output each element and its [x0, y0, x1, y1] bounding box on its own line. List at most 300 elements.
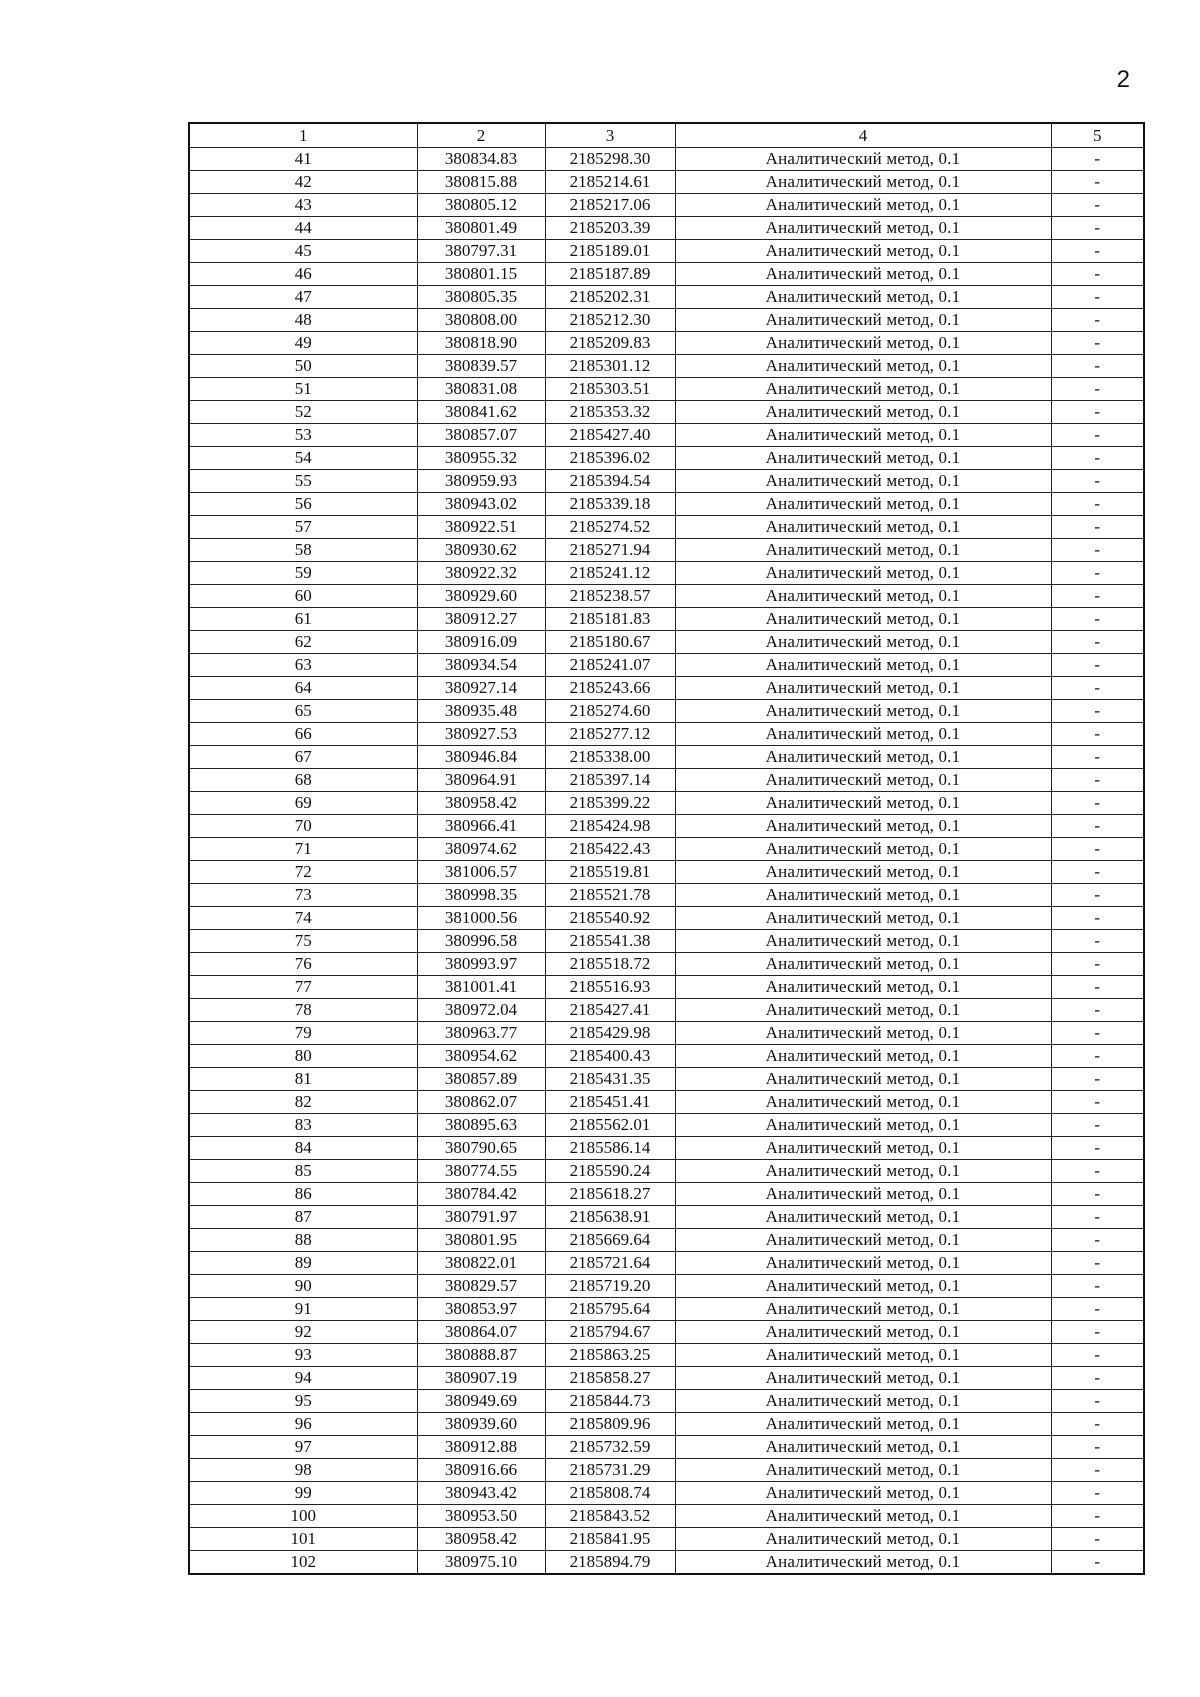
method-cell: Аналитический метод, 0.1 [675, 1321, 1051, 1344]
method-cell: Аналитический метод, 0.1 [675, 401, 1051, 424]
method-cell: Аналитический метод, 0.1 [675, 1298, 1051, 1321]
method-cell: Аналитический метод, 0.1 [675, 1459, 1051, 1482]
note-cell: - [1051, 838, 1144, 861]
x-coordinate-cell: 380864.07 [417, 1321, 545, 1344]
x-coordinate-cell: 380831.08 [417, 378, 545, 401]
table-row [189, 1137, 1144, 1160]
table-row [189, 1321, 1144, 1344]
note-cell: - [1051, 424, 1144, 447]
note-cell: - [1051, 723, 1144, 746]
y-coordinate-cell: 2185518.72 [545, 953, 675, 976]
note-cell: - [1051, 631, 1144, 654]
point-number-cell: 53 [189, 424, 417, 447]
point-number-cell: 98 [189, 1459, 417, 1482]
point-number-cell: 52 [189, 401, 417, 424]
method-cell: Аналитический метод, 0.1 [675, 1390, 1051, 1413]
x-coordinate-cell: 380949.69 [417, 1390, 545, 1413]
x-coordinate-cell: 380929.60 [417, 585, 545, 608]
table-row [189, 1459, 1144, 1482]
point-number-cell: 92 [189, 1321, 417, 1344]
note-cell: - [1051, 884, 1144, 907]
point-number-cell: 58 [189, 539, 417, 562]
x-coordinate-cell: 380888.87 [417, 1344, 545, 1367]
method-cell: Аналитический метод, 0.1 [675, 608, 1051, 631]
x-coordinate-cell: 380993.97 [417, 953, 545, 976]
x-coordinate-cell: 380916.66 [417, 1459, 545, 1482]
x-coordinate-cell: 380975.10 [417, 1551, 545, 1575]
note-cell: - [1051, 1505, 1144, 1528]
point-number-cell: 50 [189, 355, 417, 378]
point-number-cell: 57 [189, 516, 417, 539]
method-cell: Аналитический метод, 0.1 [675, 1252, 1051, 1275]
method-cell: Аналитический метод, 0.1 [675, 953, 1051, 976]
method-cell: Аналитический метод, 0.1 [675, 631, 1051, 654]
y-coordinate-cell: 2185809.96 [545, 1413, 675, 1436]
method-cell: Аналитический метод, 0.1 [675, 884, 1051, 907]
note-cell: - [1051, 1390, 1144, 1413]
method-cell: Аналитический метод, 0.1 [675, 1160, 1051, 1183]
note-cell: - [1051, 286, 1144, 309]
table-row [189, 654, 1144, 677]
method-cell: Аналитический метод, 0.1 [675, 194, 1051, 217]
method-cell: Аналитический метод, 0.1 [675, 1229, 1051, 1252]
note-cell: - [1051, 907, 1144, 930]
y-coordinate-cell: 2185214.61 [545, 171, 675, 194]
note-cell: - [1051, 1252, 1144, 1275]
coordinates-table-container [188, 122, 1143, 1575]
y-coordinate-cell: 2185429.98 [545, 1022, 675, 1045]
point-number-cell: 83 [189, 1114, 417, 1137]
y-coordinate-cell: 2185519.81 [545, 861, 675, 884]
note-cell: - [1051, 516, 1144, 539]
x-coordinate-cell: 380946.84 [417, 746, 545, 769]
point-number-cell: 55 [189, 470, 417, 493]
x-coordinate-cell: 380964.91 [417, 769, 545, 792]
method-cell: Аналитический метод, 0.1 [675, 1114, 1051, 1137]
table-row [189, 1528, 1144, 1551]
note-cell: - [1051, 792, 1144, 815]
table-row [189, 1252, 1144, 1275]
point-number-cell: 56 [189, 493, 417, 516]
method-cell: Аналитический метод, 0.1 [675, 746, 1051, 769]
column-header-2: 2 [417, 123, 545, 148]
method-cell: Аналитический метод, 0.1 [675, 1091, 1051, 1114]
y-coordinate-cell: 2185400.43 [545, 1045, 675, 1068]
point-number-cell: 63 [189, 654, 417, 677]
method-cell: Аналитический метод, 0.1 [675, 447, 1051, 470]
x-coordinate-cell: 380963.77 [417, 1022, 545, 1045]
x-coordinate-cell: 380953.50 [417, 1505, 545, 1528]
table-row [189, 723, 1144, 746]
point-number-cell: 41 [189, 148, 417, 171]
point-number-cell: 44 [189, 217, 417, 240]
point-number-cell: 74 [189, 907, 417, 930]
table-row [189, 700, 1144, 723]
method-cell: Аналитический метод, 0.1 [675, 861, 1051, 884]
note-cell: - [1051, 585, 1144, 608]
point-number-cell: 89 [189, 1252, 417, 1275]
point-number-cell: 73 [189, 884, 417, 907]
y-coordinate-cell: 2185212.30 [545, 309, 675, 332]
note-cell: - [1051, 355, 1144, 378]
x-coordinate-cell: 381000.56 [417, 907, 545, 930]
note-cell: - [1051, 1022, 1144, 1045]
table-row [189, 263, 1144, 286]
method-cell: Аналитический метод, 0.1 [675, 355, 1051, 378]
x-coordinate-cell: 380895.63 [417, 1114, 545, 1137]
table-row [189, 907, 1144, 930]
header-row [189, 123, 1144, 148]
method-cell: Аналитический метод, 0.1 [675, 470, 1051, 493]
y-coordinate-cell: 2185180.67 [545, 631, 675, 654]
table-row [189, 516, 1144, 539]
note-cell: - [1051, 1229, 1144, 1252]
y-coordinate-cell: 2185894.79 [545, 1551, 675, 1575]
table-row [189, 1045, 1144, 1068]
method-cell: Аналитический метод, 0.1 [675, 493, 1051, 516]
table-row [189, 286, 1144, 309]
method-cell: Аналитический метод, 0.1 [675, 907, 1051, 930]
method-cell: Аналитический метод, 0.1 [675, 539, 1051, 562]
table-row [189, 792, 1144, 815]
x-coordinate-cell: 380815.88 [417, 171, 545, 194]
note-cell: - [1051, 1045, 1144, 1068]
table-row [189, 355, 1144, 378]
method-cell: Аналитический метод, 0.1 [675, 723, 1051, 746]
point-number-cell: 47 [189, 286, 417, 309]
point-number-cell: 85 [189, 1160, 417, 1183]
y-coordinate-cell: 2185339.18 [545, 493, 675, 516]
y-coordinate-cell: 2185541.38 [545, 930, 675, 953]
table-row [189, 1160, 1144, 1183]
y-coordinate-cell: 2185719.20 [545, 1275, 675, 1298]
point-number-cell: 54 [189, 447, 417, 470]
y-coordinate-cell: 2185271.94 [545, 539, 675, 562]
method-cell: Аналитический метод, 0.1 [675, 1482, 1051, 1505]
point-number-cell: 84 [189, 1137, 417, 1160]
table-row [189, 217, 1144, 240]
table-row [189, 1298, 1144, 1321]
note-cell: - [1051, 700, 1144, 723]
x-coordinate-cell: 380857.89 [417, 1068, 545, 1091]
point-number-cell: 51 [189, 378, 417, 401]
y-coordinate-cell: 2185732.59 [545, 1436, 675, 1459]
x-coordinate-cell: 380797.31 [417, 240, 545, 263]
y-coordinate-cell: 2185353.32 [545, 401, 675, 424]
table-row [189, 148, 1144, 171]
table-row [189, 240, 1144, 263]
point-number-cell: 76 [189, 953, 417, 976]
table-row [189, 539, 1144, 562]
x-coordinate-cell: 380818.90 [417, 332, 545, 355]
note-cell: - [1051, 1367, 1144, 1390]
y-coordinate-cell: 2185858.27 [545, 1367, 675, 1390]
table-row [189, 194, 1144, 217]
note-cell: - [1051, 1459, 1144, 1482]
x-coordinate-cell: 380857.07 [417, 424, 545, 447]
table-row [189, 608, 1144, 631]
point-number-cell: 102 [189, 1551, 417, 1575]
note-cell: - [1051, 1298, 1144, 1321]
method-cell: Аналитический метод, 0.1 [675, 424, 1051, 447]
method-cell: Аналитический метод, 0.1 [675, 677, 1051, 700]
method-cell: Аналитический метод, 0.1 [675, 838, 1051, 861]
note-cell: - [1051, 378, 1144, 401]
table-row [189, 447, 1144, 470]
point-number-cell: 88 [189, 1229, 417, 1252]
y-coordinate-cell: 2185397.14 [545, 769, 675, 792]
x-coordinate-cell: 380927.53 [417, 723, 545, 746]
method-cell: Аналитический метод, 0.1 [675, 792, 1051, 815]
method-cell: Аналитический метод, 0.1 [675, 217, 1051, 240]
table-row [189, 884, 1144, 907]
y-coordinate-cell: 2185618.27 [545, 1183, 675, 1206]
note-cell: - [1051, 493, 1144, 516]
point-number-cell: 80 [189, 1045, 417, 1068]
column-header-5: 5 [1051, 123, 1144, 148]
note-cell: - [1051, 1321, 1144, 1344]
x-coordinate-cell: 380801.49 [417, 217, 545, 240]
x-coordinate-cell: 381001.41 [417, 976, 545, 999]
table-row [189, 861, 1144, 884]
note-cell: - [1051, 930, 1144, 953]
table-row [189, 1114, 1144, 1137]
method-cell: Аналитический метод, 0.1 [675, 516, 1051, 539]
note-cell: - [1051, 769, 1144, 792]
x-coordinate-cell: 380998.35 [417, 884, 545, 907]
method-cell: Аналитический метод, 0.1 [675, 1022, 1051, 1045]
x-coordinate-cell: 380784.42 [417, 1183, 545, 1206]
table-row [189, 1206, 1144, 1229]
y-coordinate-cell: 2185396.02 [545, 447, 675, 470]
method-cell: Аналитический метод, 0.1 [675, 1528, 1051, 1551]
table-row [189, 815, 1144, 838]
y-coordinate-cell: 2185274.52 [545, 516, 675, 539]
table-row [189, 585, 1144, 608]
note-cell: - [1051, 1068, 1144, 1091]
method-cell: Аналитический метод, 0.1 [675, 769, 1051, 792]
table-row [189, 838, 1144, 861]
y-coordinate-cell: 2185187.89 [545, 263, 675, 286]
y-coordinate-cell: 2185590.24 [545, 1160, 675, 1183]
note-cell: - [1051, 1528, 1144, 1551]
note-cell: - [1051, 1482, 1144, 1505]
y-coordinate-cell: 2185669.64 [545, 1229, 675, 1252]
table-row [189, 1022, 1144, 1045]
x-coordinate-cell: 380805.35 [417, 286, 545, 309]
x-coordinate-cell: 380790.65 [417, 1137, 545, 1160]
note-cell: - [1051, 562, 1144, 585]
point-number-cell: 82 [189, 1091, 417, 1114]
table-row [189, 1344, 1144, 1367]
y-coordinate-cell: 2185427.40 [545, 424, 675, 447]
x-coordinate-cell: 380972.04 [417, 999, 545, 1022]
column-header-1: 1 [189, 123, 417, 148]
table-row [189, 930, 1144, 953]
method-cell: Аналитический метод, 0.1 [675, 1137, 1051, 1160]
y-coordinate-cell: 2185303.51 [545, 378, 675, 401]
y-coordinate-cell: 2185399.22 [545, 792, 675, 815]
y-coordinate-cell: 2185203.39 [545, 217, 675, 240]
note-cell: - [1051, 1436, 1144, 1459]
point-number-cell: 94 [189, 1367, 417, 1390]
page-number: 2 [1116, 66, 1130, 93]
y-coordinate-cell: 2185516.93 [545, 976, 675, 999]
y-coordinate-cell: 2185209.83 [545, 332, 675, 355]
x-coordinate-cell: 380829.57 [417, 1275, 545, 1298]
method-cell: Аналитический метод, 0.1 [675, 171, 1051, 194]
point-number-cell: 99 [189, 1482, 417, 1505]
method-cell: Аналитический метод, 0.1 [675, 1413, 1051, 1436]
point-number-cell: 66 [189, 723, 417, 746]
table-row [189, 1505, 1144, 1528]
point-number-cell: 49 [189, 332, 417, 355]
point-number-cell: 87 [189, 1206, 417, 1229]
x-coordinate-cell: 380943.02 [417, 493, 545, 516]
y-coordinate-cell: 2185795.64 [545, 1298, 675, 1321]
table-body [189, 148, 1144, 1575]
y-coordinate-cell: 2185540.92 [545, 907, 675, 930]
method-cell: Аналитический метод, 0.1 [675, 1045, 1051, 1068]
x-coordinate-cell: 380930.62 [417, 539, 545, 562]
x-coordinate-cell: 380958.42 [417, 792, 545, 815]
x-coordinate-cell: 380939.60 [417, 1413, 545, 1436]
note-cell: - [1051, 999, 1144, 1022]
method-cell: Аналитический метод, 0.1 [675, 1344, 1051, 1367]
note-cell: - [1051, 194, 1144, 217]
x-coordinate-cell: 380966.41 [417, 815, 545, 838]
x-coordinate-cell: 380958.42 [417, 1528, 545, 1551]
y-coordinate-cell: 2185189.01 [545, 240, 675, 263]
x-coordinate-cell: 380996.58 [417, 930, 545, 953]
table-row [189, 1068, 1144, 1091]
point-number-cell: 101 [189, 1528, 417, 1551]
note-cell: - [1051, 263, 1144, 286]
point-number-cell: 86 [189, 1183, 417, 1206]
x-coordinate-cell: 380922.32 [417, 562, 545, 585]
point-number-cell: 95 [189, 1390, 417, 1413]
coordinates-table [188, 122, 1145, 1575]
method-cell: Аналитический метод, 0.1 [675, 1275, 1051, 1298]
method-cell: Аналитический метод, 0.1 [675, 1505, 1051, 1528]
table-row [189, 470, 1144, 493]
x-coordinate-cell: 380801.95 [417, 1229, 545, 1252]
y-coordinate-cell: 2185202.31 [545, 286, 675, 309]
method-cell: Аналитический метод, 0.1 [675, 332, 1051, 355]
table-row [189, 562, 1144, 585]
note-cell: - [1051, 1114, 1144, 1137]
note-cell: - [1051, 861, 1144, 884]
y-coordinate-cell: 2185217.06 [545, 194, 675, 217]
method-cell: Аналитический метод, 0.1 [675, 930, 1051, 953]
point-number-cell: 81 [189, 1068, 417, 1091]
x-coordinate-cell: 380791.97 [417, 1206, 545, 1229]
method-cell: Аналитический метод, 0.1 [675, 148, 1051, 171]
point-number-cell: 48 [189, 309, 417, 332]
y-coordinate-cell: 2185586.14 [545, 1137, 675, 1160]
y-coordinate-cell: 2185844.73 [545, 1390, 675, 1413]
method-cell: Аналитический метод, 0.1 [675, 999, 1051, 1022]
method-cell: Аналитический метод, 0.1 [675, 378, 1051, 401]
method-cell: Аналитический метод, 0.1 [675, 1183, 1051, 1206]
method-cell: Аналитический метод, 0.1 [675, 1436, 1051, 1459]
y-coordinate-cell: 2185731.29 [545, 1459, 675, 1482]
table-row [189, 1436, 1144, 1459]
point-number-cell: 60 [189, 585, 417, 608]
point-number-cell: 93 [189, 1344, 417, 1367]
y-coordinate-cell: 2185451.41 [545, 1091, 675, 1114]
x-coordinate-cell: 380959.93 [417, 470, 545, 493]
table-row [189, 1390, 1144, 1413]
y-coordinate-cell: 2185298.30 [545, 148, 675, 171]
y-coordinate-cell: 2185338.00 [545, 746, 675, 769]
y-coordinate-cell: 2185422.43 [545, 838, 675, 861]
x-coordinate-cell: 380954.62 [417, 1045, 545, 1068]
y-coordinate-cell: 2185241.07 [545, 654, 675, 677]
table-row [189, 1482, 1144, 1505]
table-row [189, 953, 1144, 976]
y-coordinate-cell: 2185562.01 [545, 1114, 675, 1137]
note-cell: - [1051, 746, 1144, 769]
table-row [189, 378, 1144, 401]
y-coordinate-cell: 2185427.41 [545, 999, 675, 1022]
note-cell: - [1051, 470, 1144, 493]
x-coordinate-cell: 380943.42 [417, 1482, 545, 1505]
x-coordinate-cell: 380808.00 [417, 309, 545, 332]
method-cell: Аналитический метод, 0.1 [675, 309, 1051, 332]
method-cell: Аналитический метод, 0.1 [675, 1206, 1051, 1229]
y-coordinate-cell: 2185241.12 [545, 562, 675, 585]
point-number-cell: 68 [189, 769, 417, 792]
point-number-cell: 79 [189, 1022, 417, 1045]
method-cell: Аналитический метод, 0.1 [675, 286, 1051, 309]
x-coordinate-cell: 380862.07 [417, 1091, 545, 1114]
x-coordinate-cell: 381006.57 [417, 861, 545, 884]
y-coordinate-cell: 2185424.98 [545, 815, 675, 838]
table-row [189, 1183, 1144, 1206]
method-cell: Аналитический метод, 0.1 [675, 263, 1051, 286]
note-cell: - [1051, 401, 1144, 424]
y-coordinate-cell: 2185243.66 [545, 677, 675, 700]
x-coordinate-cell: 380934.54 [417, 654, 545, 677]
table-row [189, 1367, 1144, 1390]
y-coordinate-cell: 2185843.52 [545, 1505, 675, 1528]
table-row [189, 309, 1144, 332]
note-cell: - [1051, 1160, 1144, 1183]
note-cell: - [1051, 1551, 1144, 1575]
x-coordinate-cell: 380839.57 [417, 355, 545, 378]
table-row [189, 1091, 1144, 1114]
y-coordinate-cell: 2185181.83 [545, 608, 675, 631]
note-cell: - [1051, 171, 1144, 194]
x-coordinate-cell: 380822.01 [417, 1252, 545, 1275]
method-cell: Аналитический метод, 0.1 [675, 815, 1051, 838]
note-cell: - [1051, 539, 1144, 562]
note-cell: - [1051, 976, 1144, 999]
point-number-cell: 97 [189, 1436, 417, 1459]
note-cell: - [1051, 1344, 1144, 1367]
point-number-cell: 71 [189, 838, 417, 861]
x-coordinate-cell: 380916.09 [417, 631, 545, 654]
note-cell: - [1051, 608, 1144, 631]
y-coordinate-cell: 2185277.12 [545, 723, 675, 746]
method-cell: Аналитический метод, 0.1 [675, 1367, 1051, 1390]
method-cell: Аналитический метод, 0.1 [675, 240, 1051, 263]
method-cell: Аналитический метод, 0.1 [675, 654, 1051, 677]
note-cell: - [1051, 815, 1144, 838]
point-number-cell: 100 [189, 1505, 417, 1528]
table-row [189, 424, 1144, 447]
